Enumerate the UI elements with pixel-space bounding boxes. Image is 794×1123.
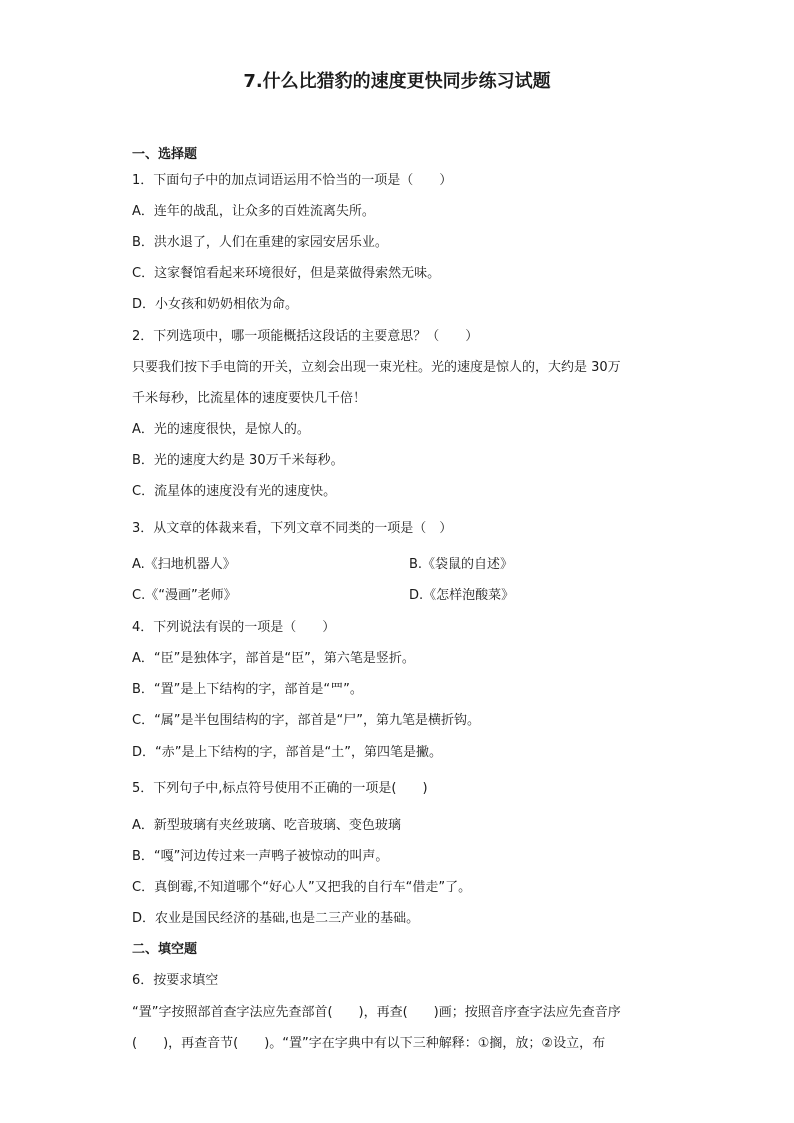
text-line bbox=[132, 265, 672, 283]
text-line bbox=[132, 650, 672, 668]
line-text: B．“嘎”河边传过来一声鸭子被惊动的叫声。 bbox=[132, 849, 389, 864]
text-line bbox=[132, 556, 672, 574]
line-text: A．新型玻璃有夹丝玻璃、吃音玻璃、变色玻璃 bbox=[132, 818, 401, 833]
line-text: B．光的速度大约是 30万千米每秒。 bbox=[132, 453, 344, 468]
line-text: 4．下列说法有误的一项是（ ） bbox=[132, 620, 336, 635]
text-line bbox=[132, 848, 672, 866]
line-text: C．“属”是半包围结构的字，部首是“尸”，第九笔是横折钩。 bbox=[132, 713, 481, 728]
line-text: 千米每秒，比流星体的速度要快几千倍！ bbox=[132, 391, 367, 406]
option-right: B.《袋鼠的自述》 bbox=[409, 557, 514, 572]
text-line bbox=[132, 452, 672, 470]
text-line bbox=[132, 780, 672, 798]
text-line bbox=[132, 1004, 672, 1022]
section-heading bbox=[132, 941, 672, 959]
text-line bbox=[132, 203, 672, 221]
line-text: 5．下列句子中,标点符号使用不正确的一项是( ) bbox=[132, 781, 428, 796]
line-text: B．“置”是上下结构的字，部首是“罒”。 bbox=[132, 682, 363, 697]
text-line bbox=[132, 483, 672, 501]
text-line bbox=[132, 328, 672, 346]
text-line bbox=[132, 619, 672, 637]
text-line bbox=[132, 910, 672, 928]
text-line bbox=[132, 972, 672, 990]
line-text: C．真倒霉,不知道哪个“好心人”又把我的自行车“借走”了。 bbox=[132, 880, 472, 895]
line-text: C．流星体的速度没有光的速度快。 bbox=[132, 484, 337, 499]
line-text: 6．按要求填空 bbox=[132, 973, 219, 988]
line-text: D．小女孩和奶奶相依为命。 bbox=[132, 297, 299, 312]
text-line bbox=[132, 1035, 672, 1053]
text-line bbox=[132, 744, 672, 762]
text-line bbox=[132, 587, 672, 605]
text-line bbox=[132, 172, 672, 190]
text-line bbox=[132, 879, 672, 897]
text-line bbox=[132, 421, 672, 439]
line-text: D．“赤”是上下结构的字，部首是“土”，第四笔是撇。 bbox=[132, 745, 442, 760]
line-text: C．这家餐馆看起来环境很好，但是菜做得索然无味。 bbox=[132, 266, 441, 281]
line-text: 2．下列选项中，哪一项能概括这段话的主要意思？（ ） bbox=[132, 329, 479, 344]
section-heading bbox=[132, 146, 672, 164]
page-title: 7.什么比猎豹的速度更快同步练习试题 bbox=[243, 71, 551, 92]
line-text: A.《扫地机器人》 bbox=[132, 557, 236, 572]
line-text: ( )，再查音节( )。“置”字在字典中有以下三种解释：①搁，放；②设立，布 bbox=[132, 1036, 606, 1051]
text-line bbox=[132, 234, 672, 252]
text-line bbox=[132, 712, 672, 730]
text-line bbox=[132, 817, 672, 835]
line-text: A．连年的战乱，让众多的百姓流离失所。 bbox=[132, 204, 375, 219]
line-text: C.《“漫画”老师》 bbox=[132, 588, 237, 603]
text-line bbox=[132, 296, 672, 314]
line-text: 一、选择题 bbox=[132, 147, 198, 162]
option-right: D.《怎样泡酸菜》 bbox=[409, 588, 515, 603]
line-text: A．“臣”是独体字，部首是“臣”，第六笔是竖折。 bbox=[132, 651, 415, 666]
text-line bbox=[132, 681, 672, 699]
line-text: D．农业是国民经济的基础,也是二三产业的基础。 bbox=[132, 911, 420, 926]
line-text: 二、填空题 bbox=[132, 942, 198, 957]
line-text: A．光的速度很快，是惊人的。 bbox=[132, 422, 310, 437]
line-text: “置”字按照部首查字法应先查部首( )，再查( )画；按照音序查字法应先查音序 bbox=[132, 1005, 621, 1020]
line-text: 3．从文章的体裁来看，下列文章不同类的一项是（ ） bbox=[132, 521, 453, 536]
text-line bbox=[132, 520, 672, 538]
line-text: 只要我们按下手电筒的开关，立刻会出现一束光柱。光的速度是惊人的，大约是 30万 bbox=[132, 360, 621, 375]
text-line bbox=[132, 359, 672, 377]
line-text: 1．下面句子中的加点词语运用不恰当的一项是（ ） bbox=[132, 173, 453, 188]
line-text: B．洪水退了，人们在重建的家园安居乐业。 bbox=[132, 235, 388, 250]
text-line bbox=[132, 390, 672, 408]
